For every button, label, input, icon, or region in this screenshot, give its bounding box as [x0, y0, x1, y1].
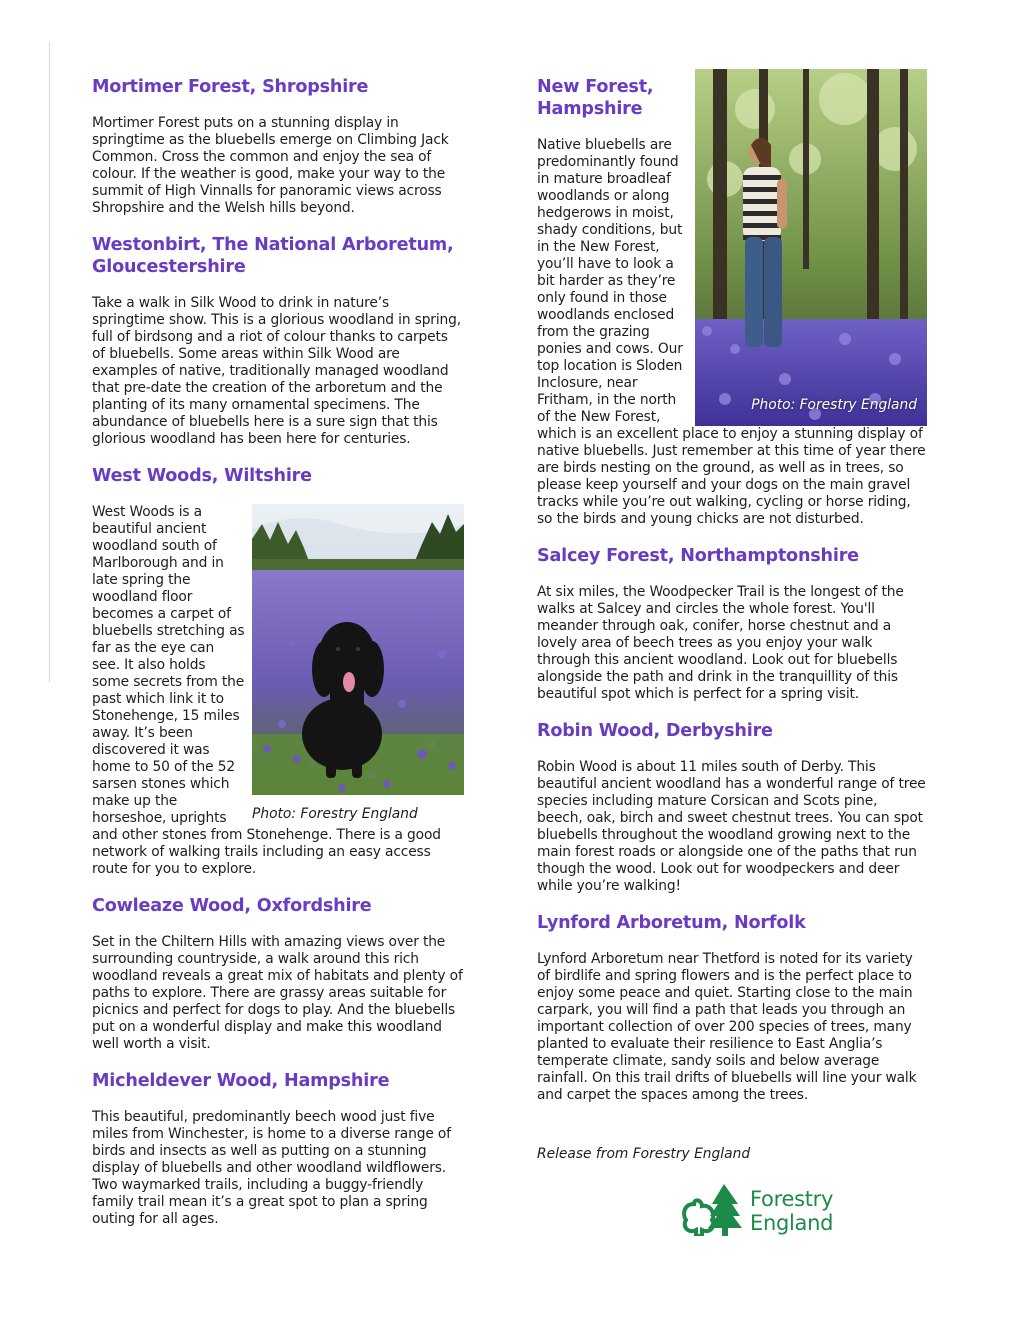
dog-bluebells-photo [252, 504, 464, 795]
section-heading: Salcey Forest, Northamptonshire [537, 546, 859, 566]
left-column [92, 76, 464, 1245]
article-mortimer-forest [92, 76, 464, 217]
photo-caption: Photo: Forestry England [751, 397, 917, 413]
section-body: Take a walk in Silk Wood to drink in nature’s springtime show. This is a glorious woodland in spring, full of birdsong and a riot of colour thanks to carpets of bluebells. Some areas within Silk Wood are examples of native, traditionally managed woodland that pre-date the creation of the arboretum and the planting of its many ornamental specimens. The abundance of bluebells here is a sure sign that this glorious woodland has been here for centuries. [92, 295, 461, 447]
section-heading: Mortimer Forest, Shropshire [92, 77, 369, 97]
forestry-england-logo [680, 1183, 920, 1239]
article-robin-wood [537, 720, 927, 895]
section-heading: Lynford Arboretum, Norfolk [537, 913, 806, 933]
dog-photo-figure [252, 504, 464, 823]
section-body: This beautiful, predominantly beech wood just five miles from Winchester, is home to a diverse range of birds and insects as well as putting on a stunning display of bluebells and other woodland wildflowers. Two waymarked trails, including a buggy-friendly family trail mean it’s a great spot to plan a spring outing for all ages. [92, 1109, 451, 1227]
section-heading: Micheldever Wood, Hampshire [92, 1071, 390, 1091]
section-body: Mortimer Forest puts on a stunning display in springtime as the bluebells emerge on Climbing Jack Common. Cross the common and enjoy the sea of colour. If the weather is good, make your way to the summit of High Vinnalls for panoramic views across Shropshire and the Welsh hills beyond. [92, 115, 449, 216]
right-column [537, 76, 927, 1163]
section-heading: New Forest, Hampshire [537, 77, 654, 119]
section-body: At six miles, the Woodpecker Trail is the longest of the walks at Salcey and circles the whole forest. You'll meander through oak, conifer, horse chestnut and a lovely area of beech trees as you enjoy your walk through this ancient woodland. Look out for bluebells alongside the path and drink in the tranquillity of this beautiful spot which is perfect for a spring visit. [537, 584, 904, 702]
section-heading: Westonbirt, The National Arboretum, Gloucestershire [92, 235, 454, 277]
section-body: Native bluebells are predominantly found in mature broadleaf woodlands or along hedgerows in moist, shady conditions, but in the New Forest, you’ll have to look a bit harder as they’re only found in those woodlands enclosed from the grazing ponies and cows. Our top location is Sloden Inclosure, near Fritham, in the north of the New Forest, which is an excellent place to enjoy a stunning display of native bluebells. Just remember at this time of year there are birds nesting on the ground, as well as in trees, so please keep yourself and your dogs on the main gravel tracks while you’re out walking, cycling or horse riding, so the birds and young chicks are not disturbed. [537, 137, 926, 527]
article-new-forest [537, 76, 927, 528]
article-lynford-arboretum [537, 912, 927, 1104]
section-body: Robin Wood is about 11 miles south of Derby. This beautiful ancient woodland has a wonderful range of tree species including mature Corsican and Scots pine, beech, oak, birch and sweet chestnut trees. You can spot bluebells throughout the woodland growing next to the main forest roads or alongside one of the paths that run though the wood. Look out for woodpeckers and deer while you’re walking! [537, 759, 926, 894]
woman-photo-figure [695, 69, 927, 426]
article-west-woods [92, 465, 464, 878]
tree-logo-icon [680, 1182, 742, 1240]
article-micheldever-wood [92, 1070, 464, 1228]
logo-text: Forestry England [750, 1187, 834, 1235]
section-body: Lynford Arboretum near Thetford is noted for its variety of birdlife and spring flowers and is the perfect place to enjoy some peace and quiet. Starting close to the main carpark, you will find a path that leads you through an important collection of over 200 species of trees, many planted to evaluate their resilience to East Anglia’s temperate climate, sandy soils and below average rainfall. On this trail drifts of bluebells will line your walk and carpet the spaces among the trees. [537, 951, 917, 1103]
woman-bluebells-photo [695, 69, 927, 426]
article-cowleaze-wood [92, 895, 464, 1053]
section-heading: Cowleaze Wood, Oxfordshire [92, 896, 372, 916]
section-body: Set in the Chiltern Hills with amazing views over the surrounding countryside, a walk around this rich woodland reveals a great mix of habitats and plenty of paths to explore. There are grassy areas suitable for picnics and perfect for dogs to play. And the bluebells put on a wonderful display and make this woodland well worth a visit. [92, 934, 463, 1052]
article-salcey-forest [537, 545, 927, 703]
section-heading: West Woods, Wiltshire [92, 466, 312, 486]
photo-caption: Photo: Forestry England [252, 806, 418, 822]
section-body: West Woods is a beautiful ancient woodland south of Marlborough and in late spring the woodland floor becomes a carpet of bluebells stretching as far as the eye can see. It also holds some secrets from the past which link it to Stonehenge, 15 miles away. It’s been discovered it was home to 50 of the 52 sarsen stones which make up the horseshoe, uprights and other stones from Stonehenge. There is a good network of walking trails including an easy access route for you to explore. [92, 504, 441, 877]
margin-rule [49, 42, 50, 682]
section-heading: Robin Wood, Derbyshire [537, 721, 773, 741]
release-note: Release from Forestry England [537, 1146, 751, 1162]
article-westonbirt [92, 234, 464, 448]
